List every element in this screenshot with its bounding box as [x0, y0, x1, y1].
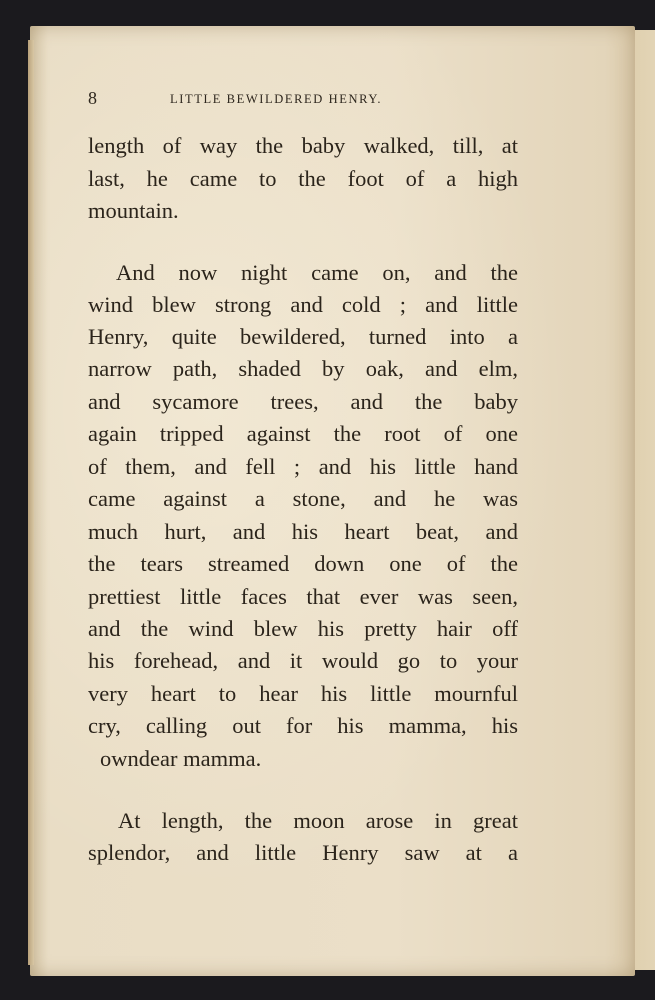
text-line: and the wind blew his pretty hair off: [88, 616, 518, 641]
text-line: his forehead, and it would go to your: [88, 648, 518, 673]
text-line: prettiest little faces that ever was seen,: [88, 584, 518, 609]
text-line: owndear mamma.: [100, 746, 262, 771]
page-number: 8: [88, 88, 97, 108]
text-line: came against a stone, and he was: [88, 486, 518, 511]
text-line: Henry, quite bewildered, turned into a: [88, 324, 518, 349]
text-line: At length, the moon arose in great: [118, 808, 518, 833]
text-line: last, he came to the foot of a high: [88, 166, 518, 191]
text-line: and sycamore trees, and the baby: [88, 389, 518, 414]
text-line: splendor, and little Henry saw at a: [88, 840, 518, 865]
text-line: length of way the baby walked, till, at: [88, 133, 518, 158]
running-head: [88, 88, 518, 112]
page-left-edge: [28, 40, 34, 965]
text-line: mountain.: [88, 198, 179, 223]
text-line: of them, and fell ; and his little hand: [88, 454, 518, 479]
text-line: much hurt, and his heart beat, and: [88, 519, 518, 544]
text-line: cry, calling out for his mamma, his: [88, 713, 518, 738]
running-title: LITTLE BEWILDERED HENRY.: [170, 92, 383, 106]
text-line: the tears streamed down one of the: [88, 551, 518, 576]
text-line: again tripped against the root of one: [88, 421, 518, 446]
text-line: And now night came on, and the: [116, 260, 518, 285]
text-line: narrow path, shaded by oak, and elm,: [88, 356, 518, 381]
text-line: very heart to hear his little mournful: [88, 681, 518, 706]
text-line: wind blew strong and cold ; and little: [88, 292, 518, 317]
